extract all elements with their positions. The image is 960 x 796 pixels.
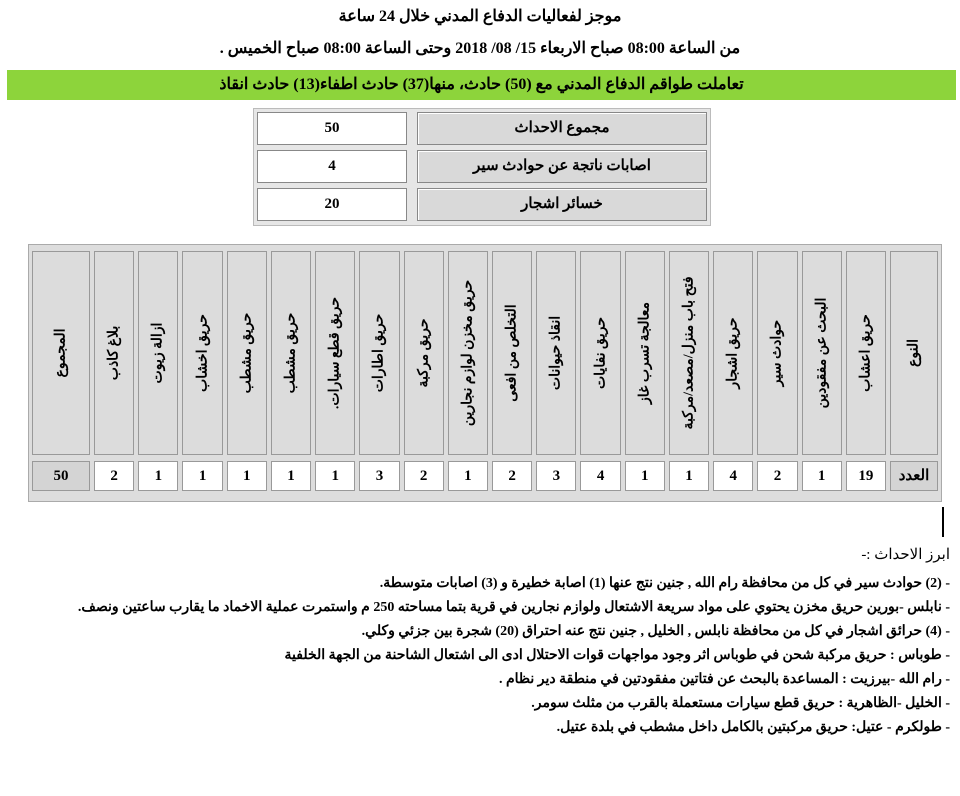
incident-type-header [94,251,134,455]
incident-type-header [536,251,576,455]
incident-count-cell: 4 [580,461,620,491]
incident-count-cell: 3 [359,461,399,491]
header-label: حوادث سير [769,319,785,387]
incident-type-header [846,251,886,455]
event-line: - طولكرم - عتيل: حريق مركبتين بالكامل داخل مشطب في بلدة عتيل. [556,720,950,735]
report-title: موجز لفعاليات الدفاع المدني خلال 24 ساعة [338,8,622,25]
summary-value: 50 [257,112,407,145]
event-line: - طوباس : حريق مركبة شحن في طوباس اثر وجود مواجهات قوات الاحتلال ادى الى اشتعال الشاحنة من الجهة الخلفية [284,648,950,663]
incident-count-cell: 1 [315,461,355,491]
event-line: - الخليل -الظاهرية : حريق قطع سيارات مستعملة بالقرب من مثلث سومر. [531,696,950,711]
incident-type-header [182,251,222,455]
header-label: حريق اخشاب [195,314,211,392]
text-cursor [942,507,944,537]
incident-count-cell: 2 [757,461,797,491]
event-line: - رام الله -بيرزيت : المساعدة بالبحث عن فتاتين مفقودتين في منطقة دير نظام . [498,672,950,687]
header-label: حريق اعشاب [858,314,874,392]
header-label: البحث عن مفقودين [814,297,830,409]
incident-count-cell: 1 [625,461,665,491]
header-label: حريق مشطب [283,312,299,394]
summary-value: 4 [257,150,407,183]
incident-count-cell: 4 [713,461,753,491]
header-label: فتح باب منزل/مصعد/مركبة [681,276,697,430]
header-label: انقاذ حيوانات [548,315,564,391]
summary-banner: تعاملت طواقم الدفاع المدني مع (50) حادث، منها(37) حادث اطفاء(13) حادث انقاذ [7,70,956,100]
count-header-cell: العدد [890,461,938,491]
incident-type-header [492,251,532,455]
events-heading: ابرز الاحداث :- [861,547,950,563]
incident-count-cell: 1 [138,461,178,491]
type-header-cell [890,251,938,455]
incident-count-cell: 1 [227,461,267,491]
incident-type-header [757,251,797,455]
summary-row [257,112,707,145]
incident-type-header [359,251,399,455]
incident-type-header [227,251,267,455]
summary-value: 20 [257,188,407,221]
incident-count-cell: 2 [492,461,532,491]
incident-type-header [580,251,620,455]
header-label: ازالة زيوت [150,322,166,384]
header-label: حريق مركبة [416,318,432,388]
header-label: حريق مشطب [239,312,255,394]
total-value-cell: 50 [32,461,90,491]
summary-label: مجموع الاحداث [417,112,707,145]
incident-type-header [271,251,311,455]
summary-row [257,188,707,221]
header-label: النوع [906,339,922,367]
total-header-cell [32,251,90,455]
incident-type-header [713,251,753,455]
header-label: حريق قطع سيارات. [327,296,343,410]
header-label: بلاغ كاذب [106,325,122,381]
incident-type-header [802,251,842,455]
incident-count-cell: 1 [802,461,842,491]
event-line: - (2) حوادث سير في كل من محافظة رام الله , جنين نتج عنها (1) اصابة خطيرة و (3) اصابات متوسطة. [379,576,950,591]
incident-type-header [315,251,355,455]
events-section [20,545,950,740]
event-line: - (4) حرائق اشجار في كل من محافظة نابلس , الخليل , جنين نتج عنه احتراق (20) شجرة بين جزئي وكلي. [361,624,950,639]
event-line: - نابلس -بورين حريق مخزن يحتوي على مواد سريعة الاشتعال ولوازم نجارين في قرية بتما مساحته 250 م واستمرت عملية الاخماد ما يقارب ساعتين ونصف. [77,600,950,615]
incident-count-cell: 1 [669,461,709,491]
summary-label: خسائر اشجار [417,188,707,221]
summary-row [257,150,707,183]
incident-count-cell: 2 [404,461,444,491]
incident-count-cell: 1 [182,461,222,491]
incident-type-header [448,251,488,455]
summary-label: اصابات ناتجة عن حوادث سير [417,150,707,183]
header-label: المجموع [53,328,69,378]
incident-count-cell: 2 [94,461,134,491]
header-label: حريق نفايات [593,316,609,390]
summary-table [253,108,711,226]
incident-count-cell: 3 [536,461,576,491]
header-label: التخلص من افعى [504,304,520,402]
header-label: حريق اطارات [371,313,387,393]
incident-count-cell: 1 [271,461,311,491]
header-label: حريق مخزن لوازم نجارين [460,279,476,427]
incident-type-table [28,244,942,502]
incident-type-header [669,251,709,455]
header-label: معالجة تسرب غاز [637,302,653,404]
incident-type-header [404,251,444,455]
incident-type-header [138,251,178,455]
incident-type-header [625,251,665,455]
report-period: من الساعة 08:00 صباح الاربعاء 15/ 08/ 2018 وحتى الساعة 08:00 صباح الخميس . [219,40,741,57]
incident-count-cell: 19 [846,461,886,491]
header-label: حريق اشجار [725,317,741,389]
incident-count-cell: 1 [448,461,488,491]
